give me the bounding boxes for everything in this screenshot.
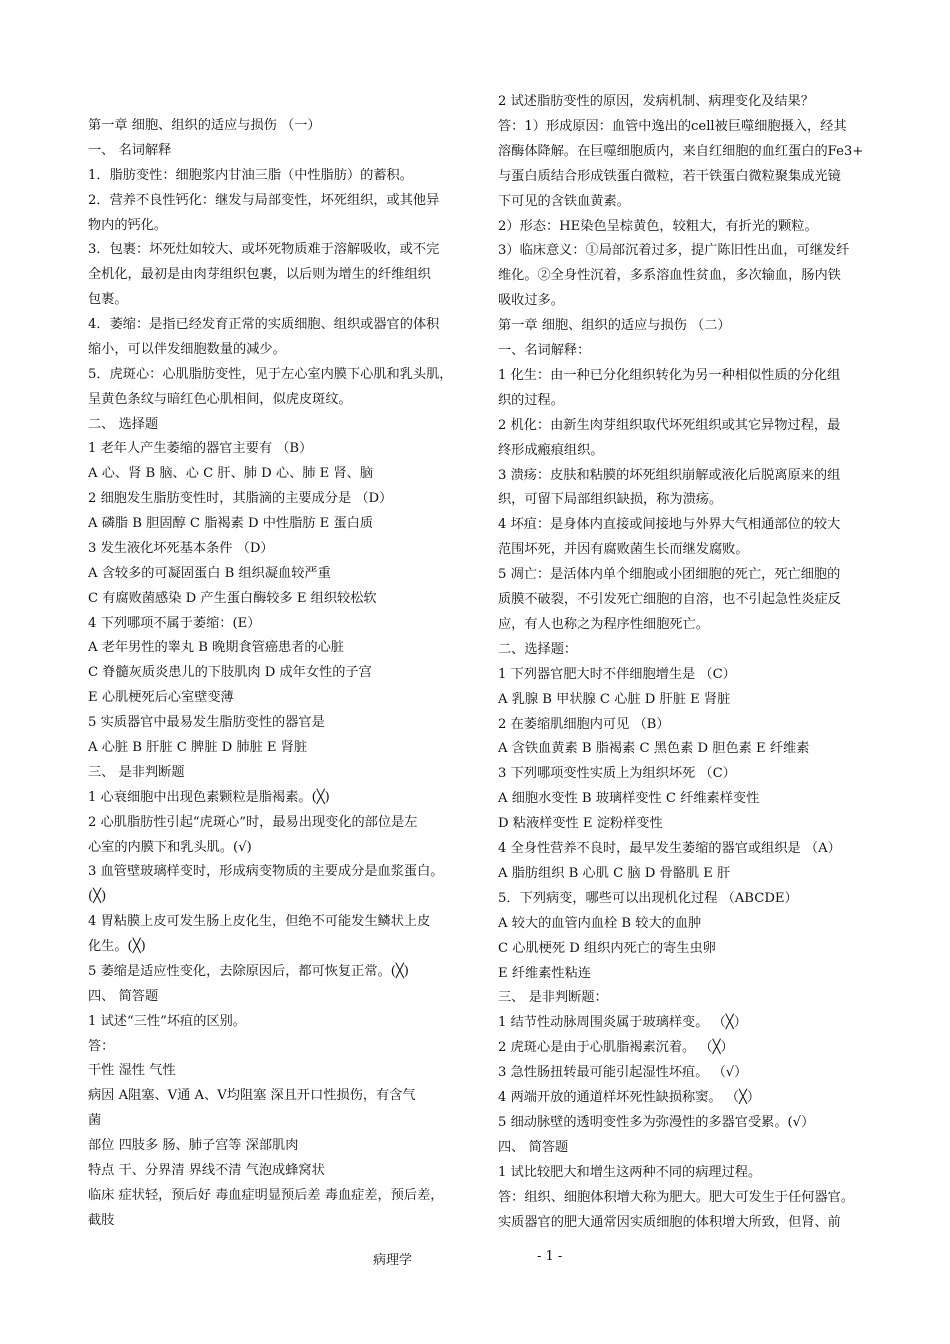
text-line: 吸收过多。 [498, 293, 564, 309]
text-line: 溶酶体降解。在巨噬细胞质内，来自红细胞的血红蛋白的Fe3+ [498, 143, 864, 159]
text-line: 3）临床意义：①局部沉着过多，提广陈旧性出血，可继发纤 [498, 243, 850, 259]
text-line: A 脂肪组织 B 心肌 C 脑 D 骨骼肌 E 肝 [498, 865, 731, 881]
text-line: 1 老年人产生萎缩的器官主要有 （B） [88, 441, 313, 457]
text-line: 2 在萎缩肌细胞内可见 （B） [498, 716, 670, 732]
text-line: 2 试述脂肪变性的原因，发病机制、病理变化及结果？ [498, 94, 814, 109]
text-line: 1．脂肪变性：细胞浆内甘油三脂（中性脂肪）的蓄积。 [88, 167, 413, 183]
text-line: 5．下列病变，哪些可以出现机化过程 （ABCDE） [498, 890, 798, 906]
text-line: D 粘液样变性 E 淀粉样变性 [498, 816, 663, 832]
text-line: 答：1）形成原因：血管中逸出的cell被巨噬细胞摄入，经其 [498, 118, 847, 134]
text-line: 与蛋白质结合形成铁蛋白微粒，若干铁蛋白微粒聚集成光镜 [498, 168, 841, 184]
text-line: A 含较多的可凝固蛋白 B 组织凝血较严重 [88, 565, 331, 581]
text-line: 缩小，可以伴发细胞数量的减少。 [88, 341, 286, 357]
text-line: 特点 干、分界清 界线不清 气泡成蜂窝状 [88, 1162, 325, 1178]
text-line: 心室的内膜下和乳头肌。(√) [88, 839, 252, 855]
text-line: A 磷脂 B 胆固醇 C 脂褐素 D 中性脂肪 E 蛋白质 [88, 516, 374, 532]
text-line: 3 溃疡：皮肤和粘膜的坏死组织崩解或液化后脱离原来的组 [498, 467, 841, 483]
text-line: 维化。②全身性沉着，多系溶血性贫血，多次输血，肠内铁 [498, 268, 841, 284]
text-line: 范围坏死，并因有腐败菌生长而继发腐败。 [498, 542, 749, 558]
text-line: 全机化，最初是由肉芽组织包裹，以后则为增生的纤维组织 [88, 267, 431, 283]
text-line: 1 化生：由一种已分化组织转化为另一种相似性质的分化组 [498, 367, 841, 383]
text-line: 菌 [88, 1113, 102, 1129]
text-line: 5．虎斑心：心肌脂肪变性，见于左心室内膜下心肌和乳头肌， [88, 366, 453, 382]
text-line: 质膜不破裂，不引发死亡细胞的自溶，也不引起急性炎症反 [498, 592, 841, 607]
text-line: A 细胞水变性 B 玻璃样变性 C 纤维素样变性 [498, 791, 760, 807]
text-line: 2 细胞发生脂肪变性时，其脂滴的主要成分是 （D） [88, 491, 393, 507]
text-line: 3 发生液化坏死基本条件 （D） [88, 540, 274, 556]
text-line: 4 全身性营养不良时，最早发生萎缩的器官或组织是 （A） [498, 841, 841, 856]
text-line: A 较大的血管内血栓 B 较大的血肿 [498, 915, 702, 931]
text-line: C 有腐败菌感染 D 产生蛋白酶较多 E 组织较松软 [88, 590, 377, 606]
text-line: A 含铁血黄素 B 脂褐素 C 黑色素 D 胆色素 E 纤维素 [498, 741, 810, 757]
text-line: 2 虎斑心是由于心肌脂褐素沉着。 （╳） [498, 1040, 734, 1056]
page-number: - 1 - [537, 1249, 563, 1264]
text-line: 5 细动脉壁的透明变性多为弥漫性的多器官受累。(√） [498, 1114, 815, 1130]
text-line: 临床 症状轻，预后好 毒血症明显预后差 毒血症差，预后差， [88, 1187, 444, 1203]
text-line: 1 结节性动脉周围炎属于玻璃样变。 （╳） [498, 1015, 747, 1031]
text-line: E 心肌梗死后心室壁变薄 [88, 690, 234, 706]
text-line: 截肢 [88, 1212, 115, 1228]
text-line: 4 坏疽：是身体内直接或间接地与外界大气相通部位的较大 [498, 517, 841, 533]
text-line: A 乳腺 B 甲状腺 C 心脏 D 肝脏 E 肾脏 [498, 691, 731, 707]
text-line: 四、 简答题 [498, 1139, 569, 1155]
text-line: 5 凋亡：是活体内单个细胞或小团细胞的死亡，死亡细胞的 [498, 567, 841, 583]
text-line: 5 实质器官中最易发生脂肪变性的器官是 [88, 715, 325, 731]
text-line: 1 心衰细胞中出现色素颗粒是脂褐素。(╳) [88, 789, 330, 805]
text-line: 一、名词解释： [498, 343, 591, 358]
text-line: 1 下列器官肥大时不伴细胞增生是 （C） [498, 666, 736, 682]
text-line: 四、 简答题 [88, 988, 159, 1004]
text-line: 1 试述“三性”坏疽的区别。 [88, 1013, 246, 1029]
text-line: A 老年男性的睾丸 B 晚期食管癌患者的心脏 [88, 640, 344, 656]
text-line: A 心脏 B 肝脏 C 脾脏 D 肺脏 E 肾脏 [88, 740, 308, 755]
text-line: 2 机化：由新生肉芽组织取代坏死组织或其它异物过程，最 [498, 417, 841, 433]
text-line: 化生。(╳) [88, 939, 146, 955]
text-line: 二、选择题： [498, 641, 578, 657]
text-line: 3．包裹：坏死灶如较大、或坏死物质难于溶解吸收，或不完 [88, 242, 440, 258]
footer-title: 病理学 [373, 1253, 413, 1268]
text-line: 4 胃粘膜上皮可发生肠上皮化生，但绝不可能发生鳞状上皮 [88, 914, 431, 930]
text-line: 一、 名词解释 [88, 142, 172, 158]
text-line: 三、 是非判断题： [498, 990, 608, 1006]
text-line: 终形成瘢痕组织。 [498, 442, 604, 458]
text-line: 应，有人也称之为程序性细胞死亡。 [498, 616, 709, 632]
text-line: 部位 四肢多 肠、肺子宫等 深部肌肉 [88, 1138, 299, 1154]
text-line: 物内的钙化。 [88, 217, 168, 233]
text-line: 2）形态：HE染色呈棕黄色，较粗大，有折光的颗粒。 [498, 218, 818, 234]
text-line: 3 下列哪项变性实质上为组织坏死 （C） [498, 766, 736, 782]
text-line: 包裹。 [88, 292, 128, 308]
text-line: 二、 选择题 [88, 416, 159, 432]
text-line: 4．萎缩：是指已经发育正常的实质细胞、组织或器官的体积 [88, 317, 440, 333]
text-line: 三、 是非判断题 [88, 764, 185, 780]
text-line: 呈黄色条纹与暗红色心肌相间，似虎皮斑纹。 [88, 391, 352, 407]
text-line: E 纤维素性粘连 [498, 965, 591, 981]
text-line: C 心肌梗死 D 组织内死亡的寄生虫卵 [498, 940, 716, 956]
text-line: 4 两端开放的通道样坏死性缺损称窦。 （╳） [498, 1090, 761, 1105]
text-line: 5 萎缩是适应性变化，去除原因后，都可恢复正常。(╳) [88, 963, 409, 979]
text-line: 4 下列哪项不属于萎缩：(E） [88, 615, 261, 631]
text-line: A 心、肾 B 脑、心 C 肝、肺 D 心、肺 E 肾、脑 [88, 466, 374, 482]
text-line: 答：组织、细胞体积增大称为肥大。肥大可发生于任何器官。 [498, 1189, 855, 1205]
text-line: 实质器官的肥大通常因实质细胞的体积增大所致，但肾、前 [498, 1214, 841, 1230]
text-line: 2 心肌脂肪性引起“虎斑心”时，最易出现变化的部位是左 [88, 814, 418, 830]
text-line: 2．营养不良性钙化：继发与局部变性，坏死组织，或其他异 [88, 192, 440, 208]
text-line: 织的过程。 [498, 392, 564, 408]
text-line: 第一章 细胞、组织的适应与损伤 （二） [498, 318, 731, 334]
text-line: 3 血管壁玻璃样变时，形成病变物质的主要成分是血浆蛋白。 [88, 864, 444, 880]
text-line: 1 试比较肥大和增生这两种不同的病理过程。 [498, 1164, 762, 1180]
text-line: 第一章 细胞、组织的适应与损伤 （一） [88, 118, 321, 133]
text-line: 病因 A阻塞、V通 A、V均阻塞 深且开口性损伤，有含气 [88, 1088, 416, 1104]
text-line: (╳) [88, 889, 107, 905]
text-line: 干性 湿性 气性 [88, 1063, 176, 1079]
text-line: 答： [88, 1038, 115, 1054]
text-line: 3 急性肠扭转最可能引起湿性坏疽。 （√） [498, 1065, 748, 1081]
text-line: C 脊髓灰质炎患儿的下肢肌肉 D 成年女性的子宫 [88, 665, 372, 681]
text-line: 织，可留下局部组织缺损，称为溃疡。 [498, 492, 723, 508]
text-line: 下可见的含铁血黄素。 [498, 193, 630, 209]
